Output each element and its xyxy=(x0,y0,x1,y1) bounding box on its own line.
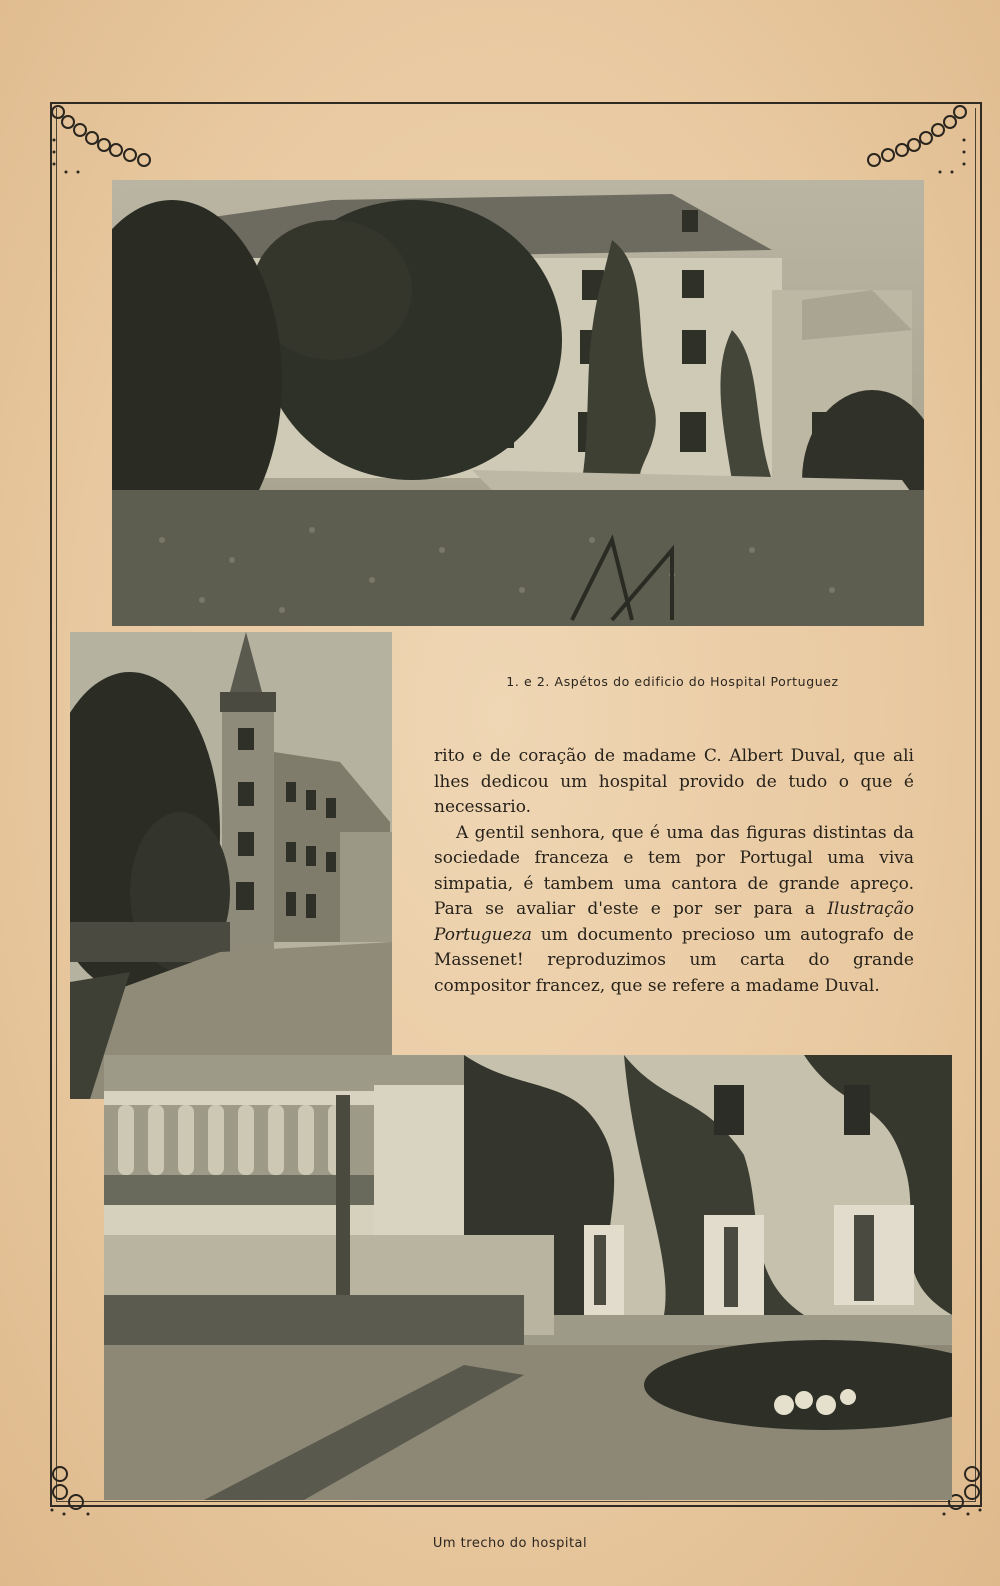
article-paragraph-2-start: A gentil senhora, que é uma das figuras distintas da sociedade franceza e tem por Portugal uma viva simpatia, é tambem uma cantora de grande apreço. Para se avaliar d'este e por ser para a xyxy=(434,822,914,919)
article-paragraph-2 xyxy=(434,821,914,1000)
corner-ornament-bottom-left xyxy=(46,1458,106,1518)
article-paragraph-1: rito e de coração de madame C. Albert Duval, que ali lhes dedicou um hospital provido de tudo o que é necessario. xyxy=(434,746,914,817)
corner-ornament-top-left xyxy=(46,100,156,180)
caption-photos-1-2: 1. e 2. Aspétos do edificio do Hospital Portuguez xyxy=(506,674,839,689)
corner-ornament-top-right xyxy=(862,100,972,180)
photo-hospital-courtyard xyxy=(104,1055,952,1500)
article-text xyxy=(434,744,914,999)
caption-photo-3: Um trecho do hospital xyxy=(432,1536,588,1551)
photo-hospital-tower xyxy=(70,632,392,1099)
magazine-title: Ilustração Portugueza xyxy=(434,899,914,945)
article-paragraph-2-end: um documento precioso um autografo de Massenet! reproduzimos um carta do grande compositor francez, que se refere a madame Duval. xyxy=(434,924,914,996)
photo-hospital-building xyxy=(112,180,924,626)
